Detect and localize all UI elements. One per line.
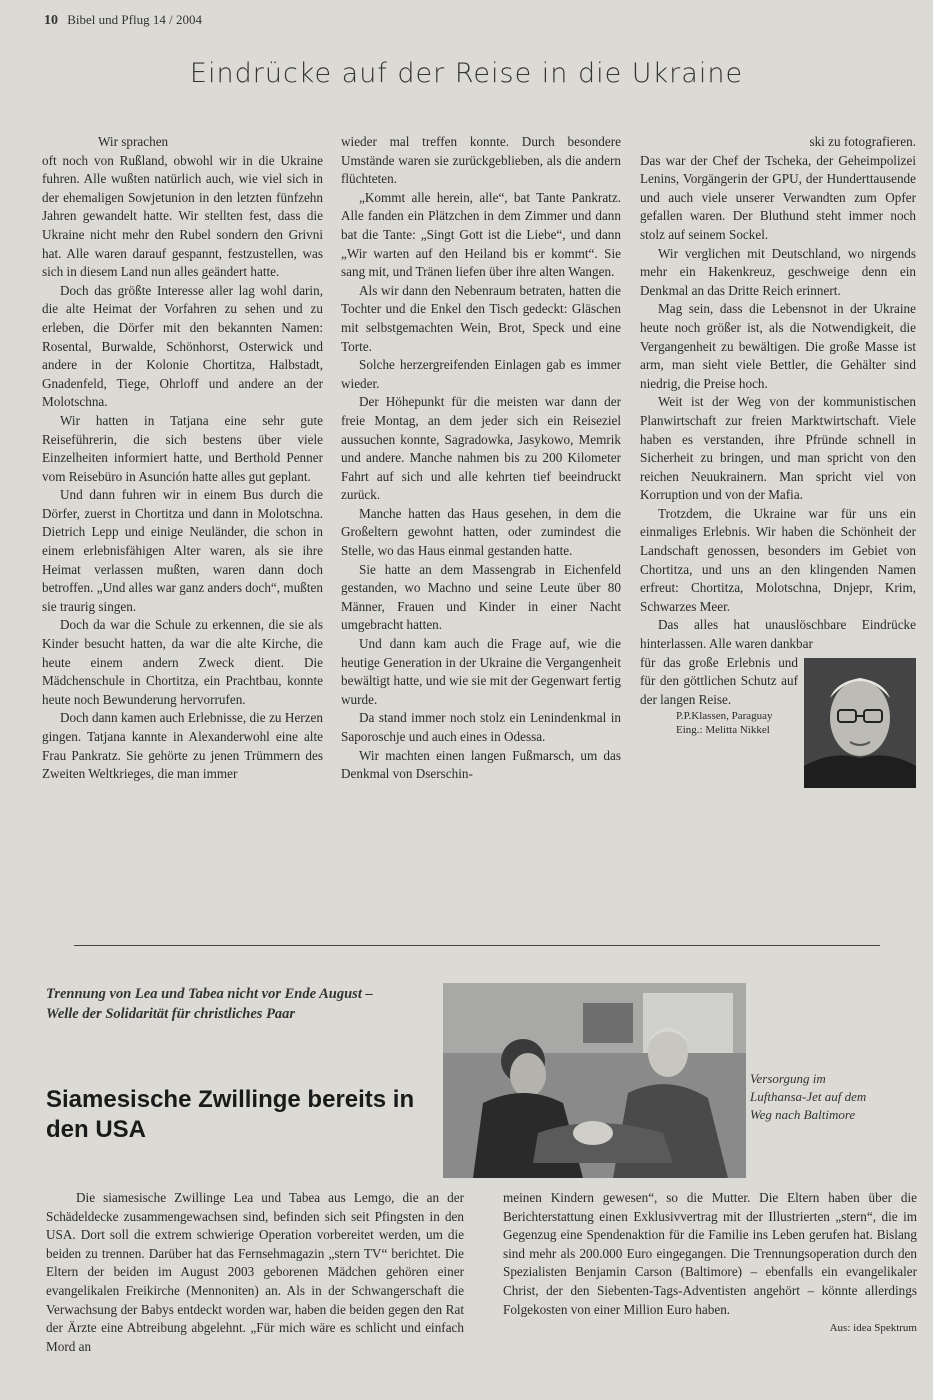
paragraph: Das war der Chef der Tscheka, der Geheimpolizei Lenins, Vorgängerin der GPU, der Hunderttausende und auch viele unserer Verwandten zum Opfer gefallen waren. Der Bluthund steht immer noch stolz auf seinem Sockel.: [640, 152, 916, 242]
paragraph: Wir machten einen langen Fußmarsch, um das Denkmal von Dserschin-: [341, 747, 621, 782]
paragraph: Als wir dann den Nebenraum betraten, hatten die Tochter und die Enkel den Tisch gedeckt: Gläschen mit selbstgemachten Wein, Brot, Speck und eine Torte.: [341, 282, 621, 354]
paragraph: Doch das größte Interesse aller lag wohl darin, die alte Heimat der Vorfahren zu sehen und zu erleben, die Dörfer mit den bekannten Namen: Rosental, Burwalde, Schönhorst, Osterwick und andere in der Kolonie Chortitza, Halbstadt, Gnadenfeld, Tiege, Ohrloff und andere an der Molotschna.: [42, 282, 323, 410]
news-photo: [443, 983, 746, 1178]
paragraph: Das alles hat unauslöschbare Eindrücke hinterlassen. Alle waren dankbar: [640, 617, 916, 652]
article-source: Aus: idea Spektrum: [829, 1322, 917, 1335]
publication-name: Bibel und Pflug: [67, 12, 150, 27]
article-column-3: [640, 133, 916, 788]
paragraph: Und dann kam auch die Frage auf, wie die heutige Generation in der Ukraine die Vergangenheit bewältigt hatte, und wie sie mit der Gegenwart fertig wurde.: [341, 636, 621, 707]
paragraph: Doch dann kamen auch Erlebnisse, die zu Herzen gingen. Tatjana kannte in Alexanderwohl eine alte Frau Pankratz. Sie gehörte zu jenen Trümmern des Zweiten Weltkrieges, die man immer: [42, 710, 323, 782]
paragraph: Der Höhepunkt für die meisten war dann der freie Montag, an dem jeder sich ein Reiseziel aussuchen konnte, Sagradowka, Jasykowo, Memrik und andere. Manche nahmen bis zu 200 Kilometer Fahrt auf sich und alle kehrten tief beeindruckt zurück.: [341, 394, 621, 503]
portrait-photo: [804, 658, 916, 788]
article2-column-1: [46, 1189, 464, 1356]
article-title: Eindrücke auf der Reise in die Ukraine: [189, 58, 744, 89]
paragraph: wieder mal treffen konnte. Durch besondere Umstände waren sie zurückgeblieben, als die andern flüchteten.: [341, 134, 621, 187]
paragraph: Und dann fuhren wir in einem Bus durch die Dörfer, zuerst in Chortitza und dann in Molotschna. Dietrich Lepp und einige Neuländer, die schon in einem erlebnisfähigen Alter waren, als sie ihre Heimat verlassen mußten, waren dann doch betroffen. „Und alles war ganz anders doch“, mußten sie traurig singen.: [42, 487, 323, 614]
article-kicker: Trennung von Lea und Tabea nicht vor Ende August – Welle der Solidarität für christliches Paar: [46, 986, 373, 1022]
paragraph: Solche herzergreifenden Einlagen gab es immer wieder.: [341, 357, 621, 391]
paragraph: Wir verglichen mit Deutschland, wo nirgends mehr ein Hakenkreuz, geschweige denn ein Denkmal an das Dritte Reich erinnert.: [640, 245, 916, 298]
photo-caption: Versorgung im Lufthansa-Jet auf dem Weg nach Baltimore: [750, 1071, 867, 1122]
author-credit: P.P.Klassen, Paraguay: [676, 710, 773, 723]
paragraph: Trotzdem, die Ukraine war für uns ein einmaliges Erlebnis. Wir haben die Schönheit der Landschaft genossen, besonders im Gebiet von Chortitza, und uns an den klingenden Namen erfreut: Chortitza, Molotschna, Dnjepr, Krim, Schwarzes Meer.: [640, 505, 916, 614]
article-column-1: [42, 133, 323, 784]
article-headline: Siamesische Zwillinge bereits in den USA: [46, 1086, 415, 1143]
paragraph: Wir sprachen: [98, 134, 169, 149]
submitted-by: Eing.: Melitta Nikkel: [676, 724, 770, 737]
paragraph: Manche hatten das Haus gesehen, in dem die Großeltern gewohnt hatten, oder zumindest die Stelle, wo das Haus einmal gestanden hatte.: [341, 505, 621, 559]
section-divider: [74, 945, 880, 946]
article2-column-2: [503, 1189, 917, 1338]
paragraph: für das große Erlebnis und für den göttlichen Schutz auf der langen Reise.: [640, 654, 798, 707]
article-column-2: [341, 133, 621, 784]
paragraph: Doch da war die Schule zu erkennen, die sie als Kinder besucht hatten, da war die alte Kirche, die heute einem andern Zweck dient. Die Mädchenschule in Chortitza, ein Prachtbau, konnte heute noch Bewunderung hervorrufen.: [42, 617, 323, 707]
paragraph: Da stand immer noch stolz ein Lenindenkmal in Saporoschje und auch eines in Odessa.: [341, 710, 621, 744]
paragraph: „Kommt alle herein, alle“, bat Tante Pankratz. Alle fanden ein Plätzchen in dem Zimmer und dann bat die Tante: „Singt Gott ist die Liebe“, und dann „Wir warten auf den Heiland bis er kommt“. Sie sang mit, und Tränen liefen über ihre alten Wangen.: [341, 189, 621, 280]
author-portrait: [804, 658, 916, 788]
paragraph: Mag sein, dass die Lebensnot in der Ukraine heute noch größer ist, als die Notwendigkeit, die Vergangenheit zu bewältigen. Die große Masse ist arm, man sieht viele Bettler, die Gehälter sind niedrig, die Preise hoch.: [640, 301, 916, 391]
paragraph: meinen Kindern gewesen“, so die Mutter. Die Eltern haben über die Berichterstattung einen Exklusivvertrag mit der Illustrierten „stern“, die im Gegenzug eine Spendenaktion für die Familie ins Leben gerufen hat. Bislang sind mehr als 200.000 Euro eingegangen. Die Trennungsoperation durch den Spezialisten Benjamin Carson (Baltimore) – ebenfalls ein evangelikaler Christ, der den Siebenten-Tags-Adventisten angehört – könnte allerdings Folgekosten von einer Million Euro haben.: [503, 1190, 917, 1317]
paragraph: Die siamesische Zwillinge Lea und Tabea aus Lemgo, die an der Schädeldecke zusammengewachsen sind, befinden sich seit Pfingsten in den USA. Dort soll die extrem schwierige Operation vorbereitet werden, um die beiden zu trennen. Darüber hat das Fernsehmagazin „stern TV“ berichtet. Die Eltern der beiden im August 2003 geborenen Mädchen gehören einer evangelikalen Freikirche (Mennoniten) an. Als in der Schwangerschaft die Verwachsung der Babys entdeckt worden war, haben die beiden gegen den Rat der Ärzte eine Abtreibung abgelehnt. „Für mich wäre es schlicht und einfach Mord an: [46, 1190, 464, 1354]
paragraph: ski zu fotografieren.: [809, 134, 916, 149]
issue-number: 14 / 2004: [152, 12, 202, 27]
paragraph: Sie hatte an dem Massengrab in Eichenfeld gestanden, wo Machno und seine Leute über 80 Männer, Frauen und Kinder in einer Nacht umgebracht hatten.: [341, 561, 621, 633]
paragraph: Weit ist der Weg von der kommunistischen Planwirtschaft zur freien Marktwirtschaft. Viele haben es verstanden, ihre Pfründe schnell in Sicherheit zu bringen, und man spricht von den reichen Neuukrainern. Man spricht viel von Korruption und von der Mafia.: [640, 394, 916, 503]
page-header: [44, 12, 202, 29]
paragraph: oft noch von Rußland, obwohl wir in die Ukraine fuhren. Alle wußten natürlich auch, wie viel sich in der ehemaligen Sowjetunion in den letzten fünfzehn Jahren gewandelt hatte. Wir stellten fest, dass die Ukraine nicht mehr den Rubel sondern den Grivni hat. Alle waren darauf gespannt, festzustellen, was sich in diesem Land nun alles geändert hatte.: [42, 152, 323, 280]
page-number: 10: [44, 13, 58, 28]
paragraph: Wir hatten in Tatjana eine sehr gute Reiseführerin, die sich bestens über viele Einzelheiten informiert hatte, und Berthold Penner vom Reisebüro in Asunción hatte alles gut geplant.: [42, 412, 323, 484]
